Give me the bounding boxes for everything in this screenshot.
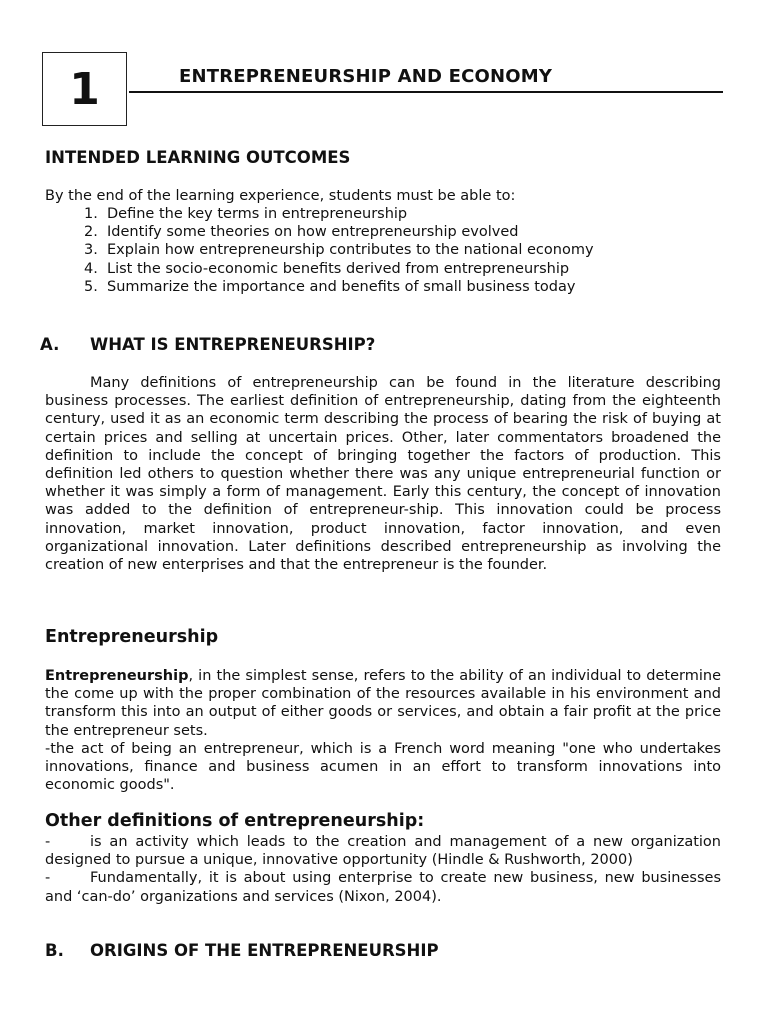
list-item xyxy=(74,278,594,296)
list-item-text: Summarize the importance and benefits of small business today xyxy=(107,278,576,295)
section-a-heading xyxy=(40,335,375,354)
title-rule xyxy=(129,91,723,93)
section-title: ORIGINS OF THE ENTREPRENEURSHIP xyxy=(90,941,439,960)
section-a-paragraph: Many definitions of entrepreneurship can be found in the literature describing business processes. The earliest definition of entrepreneurship, dating from the eighteenth century, used it as an economic term describing the process of bearing the risk of buying at certain prices and selling at uncertain prices. Other, later commentators broadened the definition to include the concept of bringing together the factors of production. This definition led others to question whether there was any unique entrepreneurial function or whether it was simply a form of management. Early this century, the concept of innovation was added to the definition of entrepreneur-ship. This innovation could be process innovation, market innovation, product innovation, factor innovation, and even organizational innovation. Later definitions described entrepreneurship as involving the creation of new enterprises and that the entrepreneur is the founder. xyxy=(45,375,721,574)
list-item-text: Explain how entrepreneurship contributes to the national economy xyxy=(107,242,594,259)
section-b-heading xyxy=(45,941,439,960)
ilo-heading: INTENDED LEARNING OUTCOMES xyxy=(45,148,351,167)
list-item xyxy=(74,241,594,259)
list-item-text: List the socio-economic benefits derived from entrepreneurship xyxy=(107,260,570,277)
definition-text: , in the simplest sense, refers to the ability of an individual to determine the come up with the proper combination of the resources available in his environment and transform this into an output of either goods or services, and obtain a fair profit at the price the entrepreneur sets. xyxy=(45,668,721,739)
ilo-list xyxy=(74,205,594,296)
list-item-number: 1. xyxy=(84,206,98,222)
list-item xyxy=(74,260,594,278)
list-dash: - xyxy=(45,870,51,887)
ilo-intro: By the end of the learning experience, students must be able to: xyxy=(45,188,516,204)
entrepreneurship-heading: Entrepreneurship xyxy=(45,627,219,647)
definition-term: Entrepreneurship xyxy=(45,668,189,684)
list-item-number: 5. xyxy=(84,278,98,295)
list-item-number: 2. xyxy=(84,224,98,241)
list-item-text: Define the key terms in entrepreneurship xyxy=(107,206,408,222)
section-letter: B. xyxy=(45,941,64,960)
list-item xyxy=(74,223,594,241)
entrepreneurship-definition xyxy=(45,667,721,794)
section-letter: A. xyxy=(40,335,60,354)
chapter-number: 1 xyxy=(69,63,100,115)
list-dash: - xyxy=(45,834,51,850)
list-item xyxy=(45,869,721,905)
list-item-text: Fundamentally, it is about using enterprise to create new business, new businesses and ‘can-do’ organizations and services (Nixon, 2004). xyxy=(45,870,721,905)
list-item-number: 3. xyxy=(84,242,98,259)
second-definition: -the act of being an entrepreneur, which is a French word meaning "one who undertakes innovations, finance and business acumen in an effort to transform innovations into economic goods". xyxy=(45,740,721,794)
list-item xyxy=(45,833,721,869)
other-definitions-list xyxy=(45,833,721,906)
other-definitions-heading: Other definitions of entrepreneurship: xyxy=(45,811,425,831)
chapter-title: ENTREPRENEURSHIP AND ECONOMY xyxy=(179,66,553,87)
list-item xyxy=(74,205,594,223)
list-item-number: 4. xyxy=(84,260,98,277)
section-title: WHAT IS ENTREPRENEURSHIP? xyxy=(90,335,376,354)
chapter-number-box xyxy=(42,52,127,126)
list-item-text: Identify some theories on how entrepreneurship evolved xyxy=(107,224,519,241)
list-item-text: is an activity which leads to the creation and management of a new organization designed to pursue a unique, innovative opportunity (Hindle & Rushworth, 2000) xyxy=(45,834,721,869)
